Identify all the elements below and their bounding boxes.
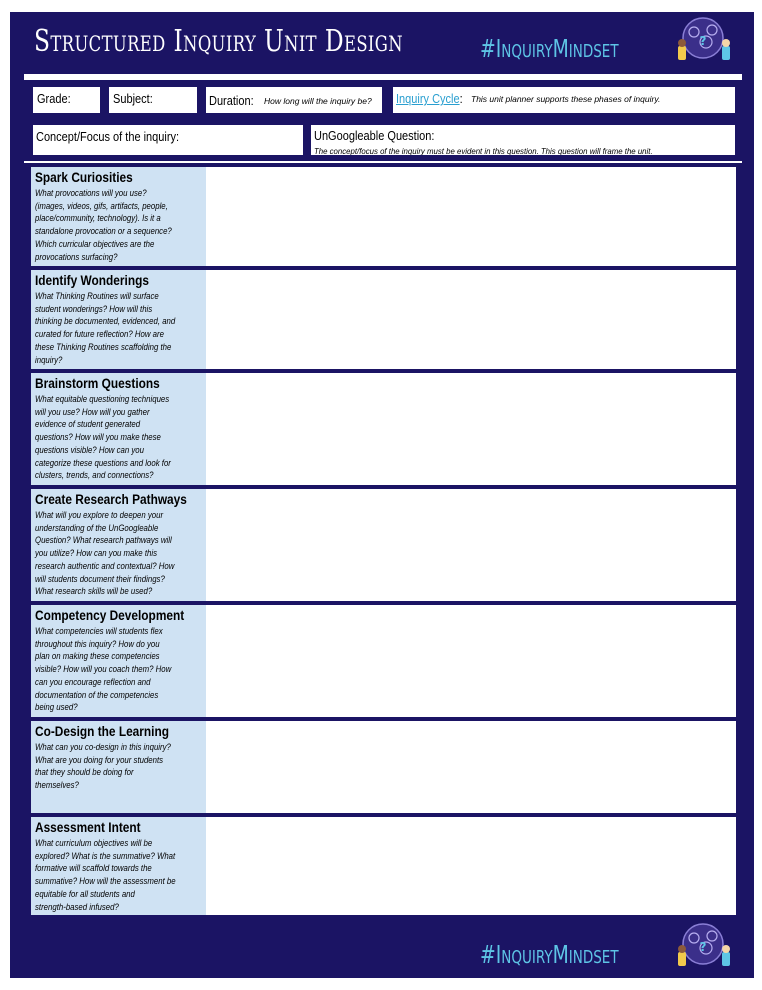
phase-response-area[interactable] [206,489,736,601]
phase-label-cell [31,489,209,601]
header-banner [10,12,754,72]
phase-description-line: research authentic and contextual? How [35,560,175,571]
inquiry-mindset-logo-icon [670,922,736,970]
svg-text:?: ? [699,940,707,954]
phase-title: Create Research Pathways [35,492,187,507]
phase-description-line: student wonderings? How will this [35,303,153,314]
phase-description-line: What are you doing for your students [35,754,164,765]
grade-field[interactable] [31,85,102,115]
phase-description [35,741,202,792]
phase-description-line: evidence of student generated [35,419,141,430]
subject-label: Subject: [113,92,153,106]
duration-field[interactable] [204,85,384,115]
inquiry-cycle-colon: : [459,92,463,106]
phase-description-line: equitable for all students and [35,888,135,899]
inquiry-cycle-field[interactable] [391,85,737,115]
phase-description-line: What Thinking Routines will surface [35,291,159,301]
footer-banner [10,916,754,978]
phase-description-line: strength-based infused? [35,901,119,912]
phase-description-line: themselves? [35,780,79,791]
concept-field[interactable] [31,123,305,157]
duration-label: Duration: [209,94,254,108]
phase-description-line: questions? How will you make these [35,432,161,443]
phase-description-line: summative? How will the assessment be [35,876,176,887]
phase-description-line: clusters, trends, and connections? [35,470,154,481]
phase-description-line: What competencies will students flex [35,626,163,636]
phase-description-line: place/community, technology). Is it a [35,213,161,224]
phase-description-line: What research skills will be used? [35,586,153,597]
phase-description-line: Question? What research pathways will [35,535,172,546]
phase-description-line: What can you co-design in this inquiry? [35,742,171,752]
phase-description [35,290,202,366]
footer-hashtag: #InquiryMindset [480,940,619,969]
svg-text:?: ? [699,34,707,48]
phase-description-line: What equitable questioning techniques [35,394,170,404]
phase-label-cell [31,167,209,267]
phase-description-line: What will you explore to deepen your [35,510,164,520]
phase-description-line: categorize these questions and look for [35,457,171,468]
phase-label-cell [31,817,209,915]
inquiry-cycle-heading [396,92,463,106]
phase-label-cell [31,605,209,717]
inquiry-cycle-link[interactable]: Inquiry Cycle [396,92,460,106]
phase-title: Brainstorm Questions [35,376,160,391]
phase-description-line: will you use? How will you gather [35,406,150,417]
phase-description-line: What provocations will you use? [35,188,147,198]
phase-description [35,509,202,598]
phase-response-area[interactable] [206,270,736,370]
grade-label: Grade: [37,92,71,106]
phase-description-line: curated for future reflection? How are [35,329,164,340]
phase-description [35,625,202,714]
phase-title: Assessment Intent [35,820,141,835]
inquiry-mindset-logo-icon [670,16,736,64]
phase-description-line: that they should be doing for [35,767,134,778]
phase-description-line: Which curricular objectives are the [35,238,155,249]
subject-field[interactable] [107,85,199,115]
duration-hint: How long will the inquiry be? [264,96,372,106]
concept-label: Concept/Focus of the inquiry: [36,130,180,144]
phase-description-line: will students document their findings? [35,573,165,584]
phase-title: Spark Curiosities [35,170,133,185]
phase-description-line: (images, videos, gifs, artifacts, people, [35,200,168,211]
phase-description-line: you utilize? How can you make this [35,548,157,559]
phase-description-line: these Thinking Routines scaffolding the [35,341,172,352]
header-hashtag: #InquiryMindset [480,34,619,63]
phase-description-line: inquiry? [35,354,63,365]
inquiry-cycle-hint: This unit planner supports these phases of inquiry. [471,94,661,104]
phase-description-line: throughout this inquiry? How do you [35,638,160,649]
phase-description-line: standalone provocation or a sequence? [35,226,172,237]
phase-description-line: thinking be documented, evidenced, and [35,316,176,327]
phase-label-cell [31,721,209,813]
phase-response-area[interactable] [206,373,736,485]
phase-description-line: visible? How will you coach them? How [35,664,172,675]
phase-description-line: questions visible? How can you [35,444,144,455]
phase-title: Competency Development [35,608,185,623]
phase-description-line: understanding of the UnGoogleable [35,522,159,533]
phase-description-line: formative will scaffold towards the [35,863,152,874]
phase-description-line: provocations surfacing? [35,251,118,262]
phase-description-line: documentation of the competencies [35,689,159,700]
phase-description [35,393,202,482]
ungoogleable-question-field[interactable] [309,123,737,157]
phase-response-area[interactable] [206,605,736,717]
phase-label-cell [31,373,209,485]
phase-description-line: can you encourage reflection and [35,676,151,687]
phase-description-line: being used? [35,702,78,713]
phase-response-area[interactable] [206,817,736,915]
phase-response-area[interactable] [206,167,736,267]
phase-label-cell [31,270,209,370]
phase-description [35,837,202,913]
question-hint: The concept/focus of the inquiry must be evident in this question. This question will frame the unit. [314,146,653,156]
page-title: Structured Inquiry Unit Design [34,24,404,59]
phase-description-line: plan on making these competencies [35,651,160,662]
phase-description-line: explored? What is the summative? What [35,850,176,861]
phase-description-line: What curriculum objectives will be [35,838,153,848]
phase-description [35,187,202,263]
phase-response-area[interactable] [206,721,736,813]
phase-title: Co-Design the Learning [35,724,169,739]
question-label: UnGoogleable Question: [314,129,435,143]
phase-title: Identify Wonderings [35,273,149,288]
